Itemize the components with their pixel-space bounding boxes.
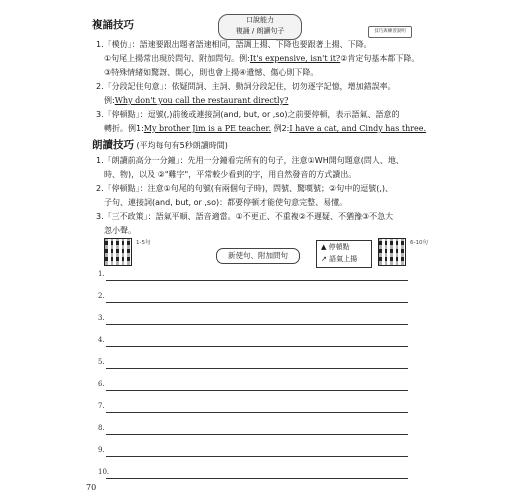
line-number: 9. bbox=[98, 446, 105, 454]
line-number: 6. bbox=[98, 380, 105, 388]
corner-tag: 技巧與練習說明 bbox=[368, 26, 412, 38]
recitation-tip-3-example bbox=[104, 124, 427, 135]
reading-subtitle: (平均每句有5秒朗讀時間) bbox=[136, 141, 228, 150]
writing-line[interactable] bbox=[106, 390, 408, 391]
recitation-tip-2: 2.「分段記住句意」：依疑問詞、主詞、動詞分段記住，切勿逐字記憶，增加錯誤率。 bbox=[96, 82, 396, 91]
reading-tip-3: 3.「三不政策」：語氣平順、語音適當。①不更正、不重複②不遲疑、不猶豫③不急大 bbox=[96, 212, 394, 221]
page-number: 70 bbox=[86, 483, 97, 492]
qr-left-label: 1-5句 bbox=[136, 240, 151, 246]
example-sentence: I have a cat, and Cindy has three. bbox=[289, 124, 427, 133]
reading-tip-2-cont: 子句、連接詞(and, but, or ,so)：都要停頓才能使句意完整、易懂。 bbox=[104, 198, 348, 207]
line-number: 4. bbox=[98, 336, 105, 344]
writing-line[interactable] bbox=[106, 434, 408, 435]
line-number: 10. bbox=[98, 468, 110, 476]
example-prefix: 轉折。例1: bbox=[104, 124, 144, 133]
section-title-recitation: 複誦技巧 bbox=[92, 19, 134, 31]
reading-tip-1: 1.「朗讀前高分一分鐘」：先用一分鐘看完所有的句子，注意①WH開句題意(問人、地、 bbox=[96, 156, 404, 165]
recitation-tip-1a bbox=[104, 54, 420, 65]
line-number: 2. bbox=[98, 292, 105, 300]
qr-code-right[interactable] bbox=[378, 238, 406, 266]
legend-box bbox=[316, 240, 372, 268]
recitation-tip-1b: ③特殊情緒如驚訝、開心，則也會上揚④遺憾、傷心則下降。 bbox=[104, 68, 319, 77]
recitation-tip-1: 1.「模仿」：語速要跟出題者語速相同，語調上揚、下降也要跟著上揚、下降。 bbox=[96, 40, 372, 49]
tip-text: ①句尾上揚常出現於問句、附加問句。例: bbox=[104, 54, 250, 63]
line-number: 7. bbox=[98, 402, 105, 410]
writing-line[interactable] bbox=[106, 346, 408, 347]
section-title-reading: 朗讀技巧 bbox=[92, 139, 134, 151]
qr-right-label: 6-10句 bbox=[410, 240, 428, 246]
writing-line[interactable] bbox=[106, 368, 408, 369]
example-sentence: My brother Jim is a PE teacher. bbox=[143, 124, 272, 133]
example-sentence: Why don't you call the restaurant directly? bbox=[114, 96, 289, 105]
line-number: 3. bbox=[98, 314, 105, 322]
section-badge bbox=[218, 14, 302, 40]
writing-line[interactable] bbox=[106, 302, 408, 303]
reading-header bbox=[92, 138, 228, 152]
reading-tip-3-cont: 忽小聲。 bbox=[104, 226, 136, 235]
recitation-tip-2-example bbox=[104, 96, 410, 107]
legend-pause: ▲ 停頓點 bbox=[321, 243, 350, 251]
recitation-tip-3: 3.「停頓點」：逗號(,)前後或連接詞(and, but, or ,so)之前要停頓，表示語氣、語意的 bbox=[96, 110, 400, 119]
writing-line[interactable] bbox=[106, 478, 408, 479]
writing-line[interactable] bbox=[106, 324, 408, 325]
practice-title-pill: 新使句、附加問句 bbox=[216, 248, 300, 264]
reading-tip-2: 2.「停頓點」：注意①句尾的句號(有兩個句子時)，問號、驚嘆號；②句中的逗號(,)、 bbox=[96, 184, 394, 193]
tip-text: ②肯定句基本都下降。 bbox=[340, 54, 420, 63]
writing-line[interactable] bbox=[106, 412, 408, 413]
example-prefix: 例2: bbox=[273, 124, 290, 133]
badge-bottom-label: 複誦 / 朗讀句子 bbox=[235, 27, 285, 35]
example-sentence: It's expensive, isn't it? bbox=[249, 54, 341, 63]
line-number: 5. bbox=[98, 358, 105, 366]
writing-line[interactable] bbox=[106, 280, 408, 281]
example-prefix: 例: bbox=[104, 96, 115, 105]
line-number: 8. bbox=[98, 424, 105, 432]
qr-code-left[interactable] bbox=[104, 238, 132, 266]
legend-rising: ↗ 語氣上揚 bbox=[321, 255, 358, 263]
reading-tip-1-cont: 時、物)，以及 ②"難字"，平常較少看到的字，用自然發音的方式讀出。 bbox=[104, 170, 357, 179]
badge-top-label: 口說能力 bbox=[246, 16, 274, 24]
line-number: 1. bbox=[98, 270, 105, 278]
writing-line[interactable] bbox=[106, 456, 408, 457]
